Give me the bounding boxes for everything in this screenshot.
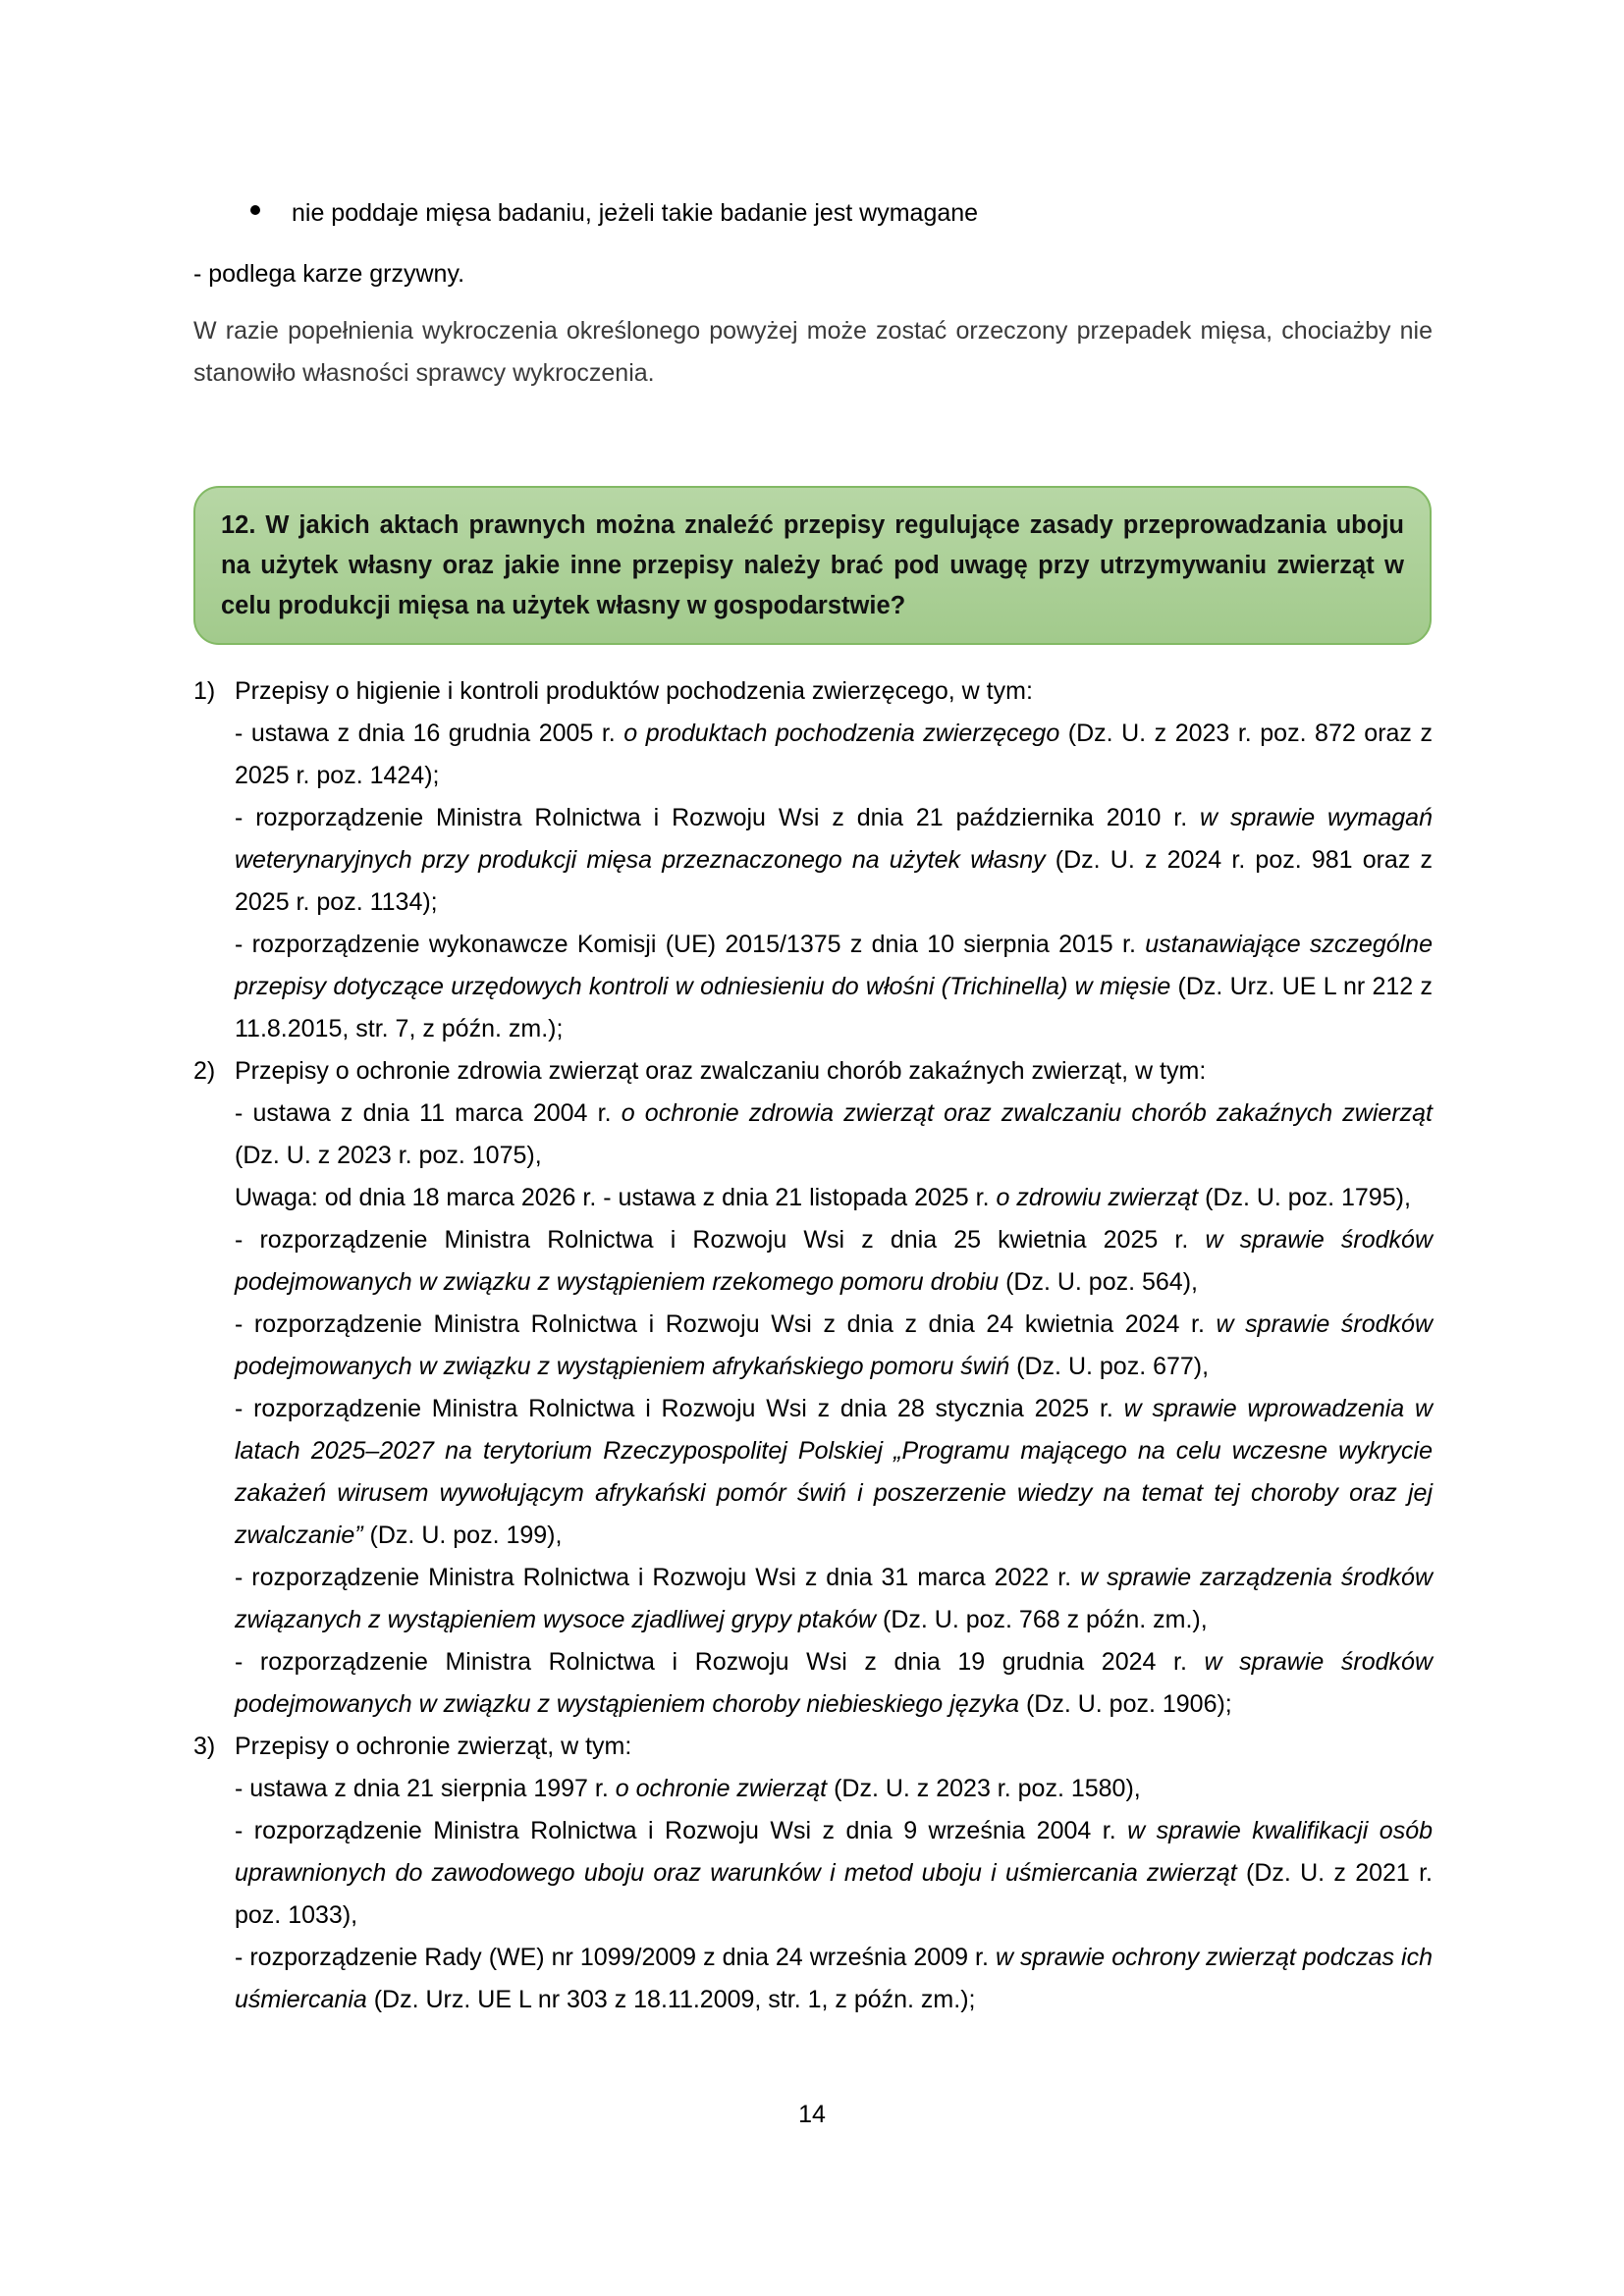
act-title: o ochronie zdrowia zwierząt oraz zwalczaniu chorób zakaźnych zwierząt <box>621 1099 1433 1127</box>
act-title: o zdrowiu zwierząt <box>996 1184 1199 1211</box>
act-citation: (Dz. U. z 2023 r. poz. 872 oraz z 2025 r. poz. 1424); <box>235 720 1433 789</box>
act-citation: (Dz. U. poz. 677), <box>1009 1353 1210 1380</box>
legal-act-entry <box>235 797 1433 924</box>
act-title: w sprawie środków podejmowanych w związku z wystąpieniem rzekomego pomoru drobiu <box>235 1226 1434 1296</box>
act-reference: - rozporządzenie Ministra Rolnictwa i Rozwoju Wsi z dnia 28 stycznia 2025 r. <box>235 1395 1124 1422</box>
forfeiture-paragraph: W razie popełnienia wykroczenia określonego powyżej może zostać orzeczony przepadek mięsa, chociażby nie stanowiło własności sprawcy wykroczenia. <box>193 317 1433 387</box>
legal-act-entry <box>235 1810 1433 1937</box>
act-citation: (Dz. U. z 2023 r. poz. 1075), <box>235 1142 542 1169</box>
bullet-text: nie poddaje mięsa badaniu, jeżeli takie badanie jest wymagane <box>292 199 979 227</box>
act-citation: (Dz. U. poz. 768 z późn. zm.), <box>876 1606 1208 1633</box>
list-item <box>193 1050 1433 1726</box>
item-heading: Przepisy o higienie i kontroli produktów pochodzenia zwierzęcego, w tym: <box>235 677 1033 705</box>
act-title: o produktach pochodzenia zwierzęcego <box>623 720 1060 747</box>
item-number: 3) <box>193 1733 216 1760</box>
item-entries <box>193 1093 1433 1726</box>
act-reference: - ustawa z dnia 21 sierpnia 1997 r. <box>235 1775 616 1802</box>
act-citation: (Dz. U. poz. 1906); <box>1019 1690 1232 1718</box>
legal-act-entry <box>235 1768 1433 1810</box>
legal-act-entry <box>235 1388 1433 1557</box>
act-citation: (Dz. U. poz. 564), <box>999 1268 1198 1296</box>
act-title: w sprawie kwalifikacji osób uprawnionych do zawodowego uboju oraz warunków i metod uboju i uśmiercania zwierząt <box>235 1817 1433 1887</box>
item-entries <box>193 1768 1433 2021</box>
act-title: w sprawie zarządzenia środków związanych z wystąpieniem wysoce zjadliwej grypy ptaków <box>235 1564 1433 1633</box>
question-heading: 12. W jakich aktach prawnych można znaleźć przepisy regulujące zasady przeprowadzania uboju na użytek własny oraz jakie inne przepisy należy brać pod uwagę przy utrzymywaniu zwierząt w celu produkcji mięsa na użytek własny w gospodarstwie? <box>221 511 1404 619</box>
item-heading: Przepisy o ochronie zwierząt, w tym: <box>235 1733 632 1760</box>
list-item <box>193 670 1433 1050</box>
question-box <box>193 486 1432 645</box>
legal-act-entry <box>235 924 1433 1050</box>
act-reference: - rozporządzenie Rady (WE) nr 1099/2009 z dnia 24 września 2009 r. <box>235 1944 996 1971</box>
legal-act-entry <box>235 1093 1433 1177</box>
act-citation: (Dz. U. poz. 199), <box>362 1522 563 1549</box>
act-reference: - rozporządzenie Ministra Rolnictwa i Rozwoju Wsi z dnia 31 marca 2022 r. <box>235 1564 1081 1591</box>
act-reference: Uwaga: od dnia 18 marca 2026 r. - ustawa z dnia 21 listopada 2025 r. <box>235 1184 997 1211</box>
legal-act-entry <box>235 1304 1433 1388</box>
act-citation: (Dz. U. z 2023 r. poz. 1580), <box>827 1775 1141 1802</box>
act-reference: - ustawa z dnia 11 marca 2004 r. <box>235 1099 622 1127</box>
act-citation: (Dz. Urz. UE L nr 212 z 11.8.2015, str. 7, z późn. zm.); <box>235 973 1433 1042</box>
legal-acts-list <box>193 670 1433 2021</box>
act-citation: (Dz. Urz. UE L nr 303 z 18.11.2009, str. 1, z późn. zm.); <box>366 1986 976 2013</box>
legal-act-entry <box>235 1937 1433 2021</box>
act-reference: - rozporządzenie wykonawcze Komisji (UE) 2015/1375 z dnia 10 sierpnia 2015 r. <box>235 931 1146 958</box>
act-reference: - rozporządzenie Ministra Rolnictwa i Rozwoju Wsi z dnia 21 października 2010 r. <box>235 804 1201 831</box>
act-title: w sprawie wprowadzenia w latach 2025–2027 na terytorium Rzeczypospolitej Polskiej „Programu mającego na celu wczesne wykrycie zakażeń wirusem wywołującym afrykański pomór świń i poszerzenie wiedzy na temat tej choroby oraz jej zwalczanie” <box>235 1395 1433 1549</box>
item-entries <box>193 713 1433 1050</box>
legal-act-entry <box>235 1219 1433 1304</box>
act-reference: - rozporządzenie Ministra Rolnictwa i Rozwoju Wsi z dnia 25 kwietnia 2025 r. <box>235 1226 1206 1254</box>
act-citation: (Dz. U. poz. 1795), <box>1198 1184 1411 1211</box>
act-reference: - rozporządzenie Ministra Rolnictwa i Rozwoju Wsi z dnia z dnia 24 kwietnia 2024 r. <box>235 1310 1217 1338</box>
act-title: w sprawie ochrony zwierząt podczas ich uśmiercania <box>235 1944 1433 2013</box>
act-reference: - rozporządzenie Ministra Rolnictwa i Rozwoju Wsi z dnia 9 września 2004 r. <box>235 1817 1128 1844</box>
act-title: ustanawiające szczególne przepisy dotyczące urzędowych kontroli w odniesieniu do włośni (Trichinella) w mięsie <box>235 931 1433 1000</box>
act-reference: - ustawa z dnia 16 grudnia 2005 r. <box>235 720 624 747</box>
bullet-item <box>250 192 978 235</box>
item-number: 1) <box>193 677 216 705</box>
legal-act-entry <box>235 1641 1433 1726</box>
bullet-icon <box>250 205 260 215</box>
list-item <box>193 1726 1433 2021</box>
act-title: w sprawie środków podejmowanych w związku z wystąpieniem afrykańskiego pomoru świń <box>235 1310 1434 1380</box>
item-number: 2) <box>193 1057 216 1085</box>
act-citation: (Dz. U. z 2021 r. poz. 1033), <box>235 1859 1433 1929</box>
act-citation: (Dz. U. z 2024 r. poz. 981 oraz z 2025 r. poz. 1134); <box>235 846 1433 916</box>
act-title: w sprawie wymagań weterynaryjnych przy produkcji mięsa przeznaczonego na użytek własny <box>235 804 1433 874</box>
act-reference: - rozporządzenie Ministra Rolnictwa i Rozwoju Wsi z dnia 19 grudnia 2024 r. <box>235 1648 1205 1676</box>
legal-act-entry <box>235 1557 1433 1641</box>
item-heading: Przepisy o ochronie zdrowia zwierząt oraz zwalczaniu chorób zakaźnych zwierząt, w tym: <box>235 1057 1207 1085</box>
legal-act-entry <box>235 713 1433 797</box>
penalty-line: - podlega karze grzywny. <box>193 260 465 288</box>
legal-act-entry <box>235 1177 1433 1219</box>
page-number: 14 <box>798 2101 826 2128</box>
act-title: w sprawie środków podejmowanych w związku z wystąpieniem choroby niebieskiego języka <box>235 1648 1434 1718</box>
act-title: o ochronie zwierząt <box>615 1775 828 1802</box>
